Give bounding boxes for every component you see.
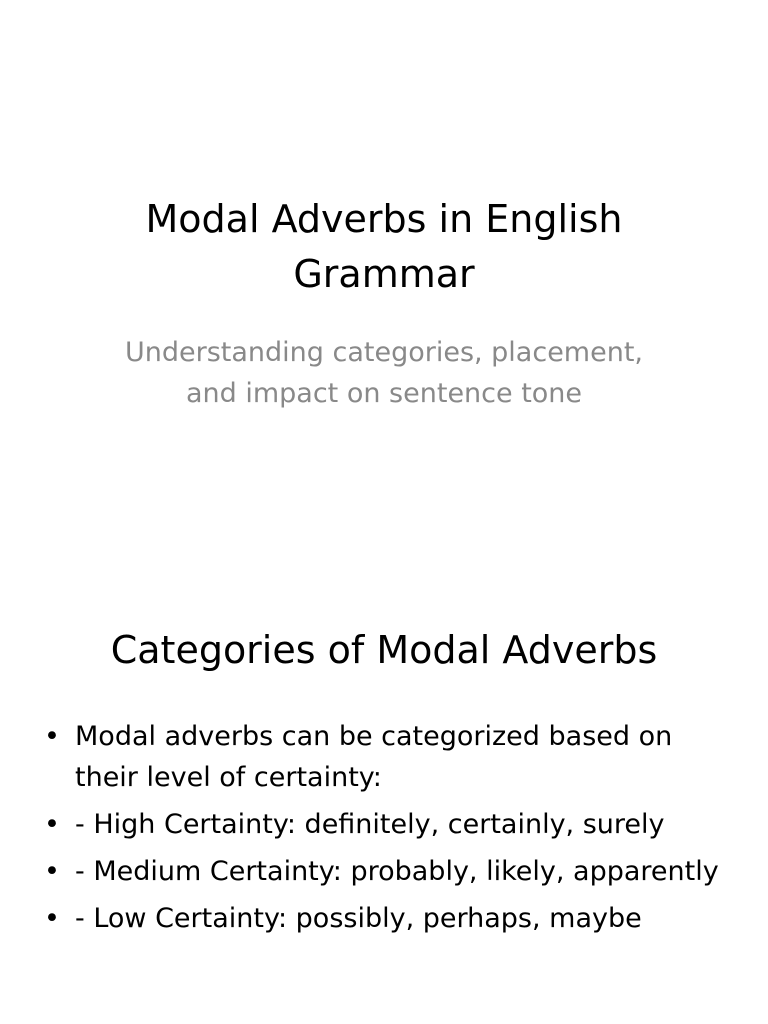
bullet-item — [40, 851, 720, 892]
bullet-text: Modal adverbs can be categorized based on their level of certainty: — [75, 721, 673, 793]
bullet-icon: • — [44, 856, 60, 887]
bullet-text: - High Certainty: definitely, certainly, surely — [75, 809, 665, 840]
bullet-item — [40, 898, 720, 939]
bullet-icon: • — [44, 809, 60, 840]
bullet-item — [40, 804, 720, 845]
presentation-subtitle: Understanding categories, placement, and impact on sentence tone — [124, 337, 644, 409]
bullet-list — [40, 716, 720, 945]
bullet-icon: • — [44, 903, 60, 934]
slide-title: Categories of Modal Adverbs — [110, 628, 658, 672]
presentation-title: Modal Adverbs in English Grammar — [145, 197, 623, 296]
bullet-item — [40, 716, 720, 798]
bullet-text: - Low Certainty: possibly, perhaps, maybe — [75, 903, 642, 934]
bullet-text: - Medium Certainty: probably, likely, apparently — [75, 856, 719, 887]
bullet-icon: • — [44, 721, 60, 752]
categories-slide — [0, 576, 768, 1024]
